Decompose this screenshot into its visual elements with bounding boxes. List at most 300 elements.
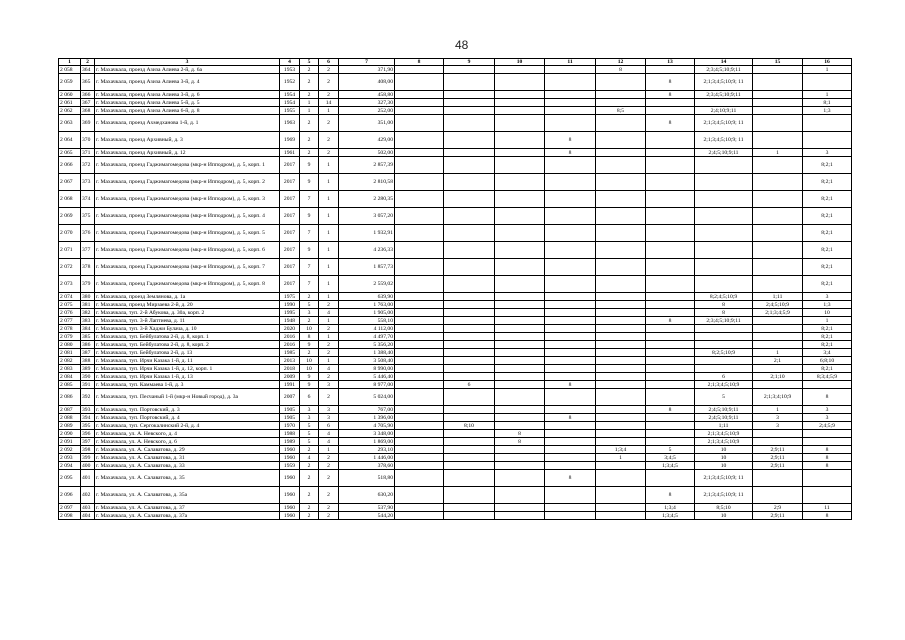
table-row: [59, 373, 852, 381]
table-cell: 368: [81, 107, 95, 115]
table-row: [59, 99, 852, 107]
table-cell: 4 705,90: [339, 422, 395, 430]
table-cell: 1: [319, 333, 339, 341]
table-row: [59, 438, 852, 446]
table-cell: 2 072: [59, 259, 81, 276]
table-cell: [444, 301, 495, 309]
table-cell: [444, 512, 495, 520]
table-cell: [753, 341, 803, 349]
table-cell: [495, 66, 545, 74]
table-cell: [395, 74, 444, 91]
table-cell: 1948: [280, 317, 300, 325]
address-cell: г. Махачкала, туп. Каммаева 1-й, д. 3: [95, 381, 280, 389]
table-cell: 2: [319, 149, 339, 157]
address-cell: г. Махачкала, ул. А. Салаватова, д. 37а: [95, 512, 280, 520]
table-cell: 1: [753, 349, 803, 357]
table-row: [59, 225, 852, 242]
table-cell: 11: [803, 504, 852, 512]
table-cell: [545, 487, 596, 504]
table-cell: [545, 365, 596, 373]
table-cell: [596, 174, 646, 191]
table-cell: 1: [803, 66, 852, 74]
table-cell: [395, 115, 444, 132]
table-row: [59, 317, 852, 325]
table-row: [59, 157, 852, 174]
table-cell: [444, 174, 495, 191]
table-cell: 382: [81, 309, 95, 317]
table-cell: [753, 225, 803, 242]
table-cell: 2: [300, 512, 319, 520]
table-cell: 518,80: [339, 470, 395, 487]
table-cell: 2: [319, 454, 339, 462]
table-cell: [753, 66, 803, 74]
table-cell: 380: [81, 293, 95, 301]
table-cell: 390: [81, 373, 95, 381]
table-cell: [395, 406, 444, 414]
table-cell: 2 082: [59, 357, 81, 365]
table-cell: [596, 317, 646, 325]
table-cell: [444, 504, 495, 512]
table-cell: 387: [81, 349, 95, 357]
table-cell: 2 093: [59, 454, 81, 462]
table-cell: [596, 99, 646, 107]
table-cell: [444, 438, 495, 446]
table-cell: [395, 157, 444, 174]
table-cell: 2;1;3;4;5;10;9: [695, 438, 753, 446]
table-cell: 2: [319, 66, 339, 74]
table-cell: [395, 293, 444, 301]
table-cell: [495, 414, 545, 422]
table-row: [59, 174, 852, 191]
column-header: 10: [495, 59, 545, 66]
table-cell: 2: [319, 301, 339, 309]
table-cell: 2: [319, 74, 339, 91]
table-cell: [444, 430, 495, 438]
table-cell: 402: [81, 487, 95, 504]
table-cell: [695, 242, 753, 259]
table-cell: 8 990,00: [339, 365, 395, 373]
table-cell: 3;4;5: [646, 454, 695, 462]
table-cell: 1959: [280, 462, 300, 470]
address-cell: г. Махачкала, ул. А. Невского, д. 6: [95, 438, 280, 446]
address-cell: г. Махачкала, проезд Азиза Алиева 6-й, д. 8: [95, 107, 280, 115]
table-cell: 9: [300, 174, 319, 191]
table-cell: [495, 309, 545, 317]
table-cell: 364: [81, 66, 95, 74]
address-cell: г. Махачкала, проезд Гаджимагомедова (мкр-н Ипподром), д. 5, корп. 5: [95, 225, 280, 242]
table-cell: [753, 132, 803, 149]
table-cell: [495, 349, 545, 357]
table-cell: 384: [81, 325, 95, 333]
table-cell: 2: [319, 470, 339, 487]
table-cell: 10: [695, 462, 753, 470]
table-cell: [495, 107, 545, 115]
table-cell: 1 446,00: [339, 454, 395, 462]
table-cell: [646, 301, 695, 309]
table-cell: [753, 242, 803, 259]
table-row: [59, 512, 852, 520]
table-cell: 8;2;1: [803, 191, 852, 208]
table-cell: [495, 115, 545, 132]
table-cell: [495, 341, 545, 349]
table-cell: [545, 309, 596, 317]
table-cell: [444, 149, 495, 157]
table-cell: [753, 259, 803, 276]
table-cell: [646, 66, 695, 74]
table-cell: 6: [300, 389, 319, 406]
table-cell: [695, 276, 753, 293]
table-cell: 1969: [280, 132, 300, 149]
table-cell: [444, 333, 495, 341]
table-cell: [545, 462, 596, 470]
table-cell: [395, 225, 444, 242]
table-cell: 385: [81, 333, 95, 341]
table-cell: 2: [319, 91, 339, 99]
table-cell: 2 083: [59, 365, 81, 373]
table-cell: 1991: [280, 381, 300, 389]
table-row: [59, 107, 852, 115]
table-cell: [545, 99, 596, 107]
table-cell: [395, 422, 444, 430]
address-cell: г. Махачкала, ул. А. Салаватова, д. 29: [95, 446, 280, 454]
table-cell: 400: [81, 462, 95, 470]
table-cell: 2;1;3;4;5;10;9: [695, 381, 753, 389]
table-cell: [646, 191, 695, 208]
table-cell: [646, 470, 695, 487]
table-cell: 6: [695, 373, 753, 381]
table-cell: [545, 341, 596, 349]
table-cell: 2;1;3;4;5;9: [753, 309, 803, 317]
table-cell: 1 388,40: [339, 349, 395, 357]
table-cell: 2: [300, 504, 319, 512]
table-cell: 2: [300, 91, 319, 99]
table-cell: 373: [81, 174, 95, 191]
table-cell: [495, 406, 545, 414]
table-cell: 401: [81, 470, 95, 487]
table-cell: [753, 438, 803, 446]
table-cell: [646, 389, 695, 406]
table-cell: 1955: [280, 107, 300, 115]
table-cell: 8;2;1: [803, 333, 852, 341]
table-cell: 367: [81, 99, 95, 107]
table-cell: 1 932,91: [339, 225, 395, 242]
table-cell: 1: [319, 317, 339, 325]
table-cell: 8;2;1: [803, 242, 852, 259]
table-cell: [495, 365, 545, 373]
table-cell: [444, 341, 495, 349]
table-cell: [395, 191, 444, 208]
table-cell: 408,00: [339, 74, 395, 91]
table-cell: [753, 381, 803, 389]
table-cell: [444, 357, 495, 365]
table-cell: 502,00: [339, 149, 395, 157]
table-cell: 1: [596, 454, 646, 462]
table-row: [59, 446, 852, 454]
table-cell: 8: [695, 301, 753, 309]
table-cell: 2 559,02: [339, 276, 395, 293]
table-row: [59, 430, 852, 438]
table-cell: 7: [300, 276, 319, 293]
table-cell: [596, 430, 646, 438]
table-cell: 2017: [280, 242, 300, 259]
table-row: [59, 349, 852, 357]
table-cell: [395, 462, 444, 470]
table-cell: [695, 341, 753, 349]
table-cell: 2;1;10: [753, 373, 803, 381]
table-cell: [395, 381, 444, 389]
table-cell: [695, 365, 753, 373]
table-cell: [753, 115, 803, 132]
column-header: 15: [753, 59, 803, 66]
table-cell: 6: [319, 422, 339, 430]
table-cell: 2 089: [59, 422, 81, 430]
address-cell: г. Махачкала, проезд Гаджимагомедова (мкр-н Ипподром), д. 5, корп. 2: [95, 174, 280, 191]
table-cell: 351,00: [339, 115, 395, 132]
table-cell: 5: [695, 389, 753, 406]
table-cell: 1: [319, 242, 339, 259]
table-cell: 1: [300, 99, 319, 107]
table-cell: [545, 225, 596, 242]
table-cell: 2 095: [59, 470, 81, 487]
table-cell: 2;3;4;5;10;9;11: [695, 91, 753, 99]
table-cell: 2 069: [59, 208, 81, 225]
address-cell: г. Махачкала, проезд Ахмедханова 1-й, д. 1: [95, 115, 280, 132]
table-cell: 1954: [280, 91, 300, 99]
table-cell: 386: [81, 341, 95, 349]
table-cell: 8: [803, 454, 852, 462]
table-cell: [753, 317, 803, 325]
table-cell: 391: [81, 381, 95, 389]
table-cell: 393: [81, 406, 95, 414]
address-cell: г. Махачкала, проезд Мирзаева 2-й, д. 20: [95, 301, 280, 309]
table-row: [59, 132, 852, 149]
table-cell: 9: [300, 157, 319, 174]
table-cell: 8;2;5;10;9: [695, 349, 753, 357]
table-cell: 372: [81, 157, 95, 174]
table-cell: [545, 333, 596, 341]
table-cell: [395, 107, 444, 115]
page-number: 48: [455, 38, 469, 52]
table-cell: 2 086: [59, 389, 81, 406]
table-row: [59, 422, 852, 430]
table-cell: [646, 325, 695, 333]
table-cell: [395, 470, 444, 487]
table-cell: 2 073: [59, 276, 81, 293]
table-cell: [444, 487, 495, 504]
table-cell: 8;2;4;5;10;9: [695, 293, 753, 301]
table-cell: 388: [81, 357, 95, 365]
address-cell: г. Махачкала, туп. 3-й Хаджи Булача, д. 10: [95, 325, 280, 333]
table-cell: 8;3;4;5;9: [803, 373, 852, 381]
table-cell: [545, 389, 596, 406]
table-cell: 2009: [280, 373, 300, 381]
table-cell: 8: [803, 512, 852, 520]
table-cell: [596, 512, 646, 520]
table-cell: 9: [300, 381, 319, 389]
table-cell: [395, 174, 444, 191]
table-cell: 398: [81, 446, 95, 454]
table-row: [59, 325, 852, 333]
table-cell: 2017: [280, 225, 300, 242]
table-cell: 1988: [280, 430, 300, 438]
table-cell: [395, 373, 444, 381]
table-cell: [646, 349, 695, 357]
column-header: 14: [695, 59, 753, 66]
table-cell: [646, 149, 695, 157]
table-cell: 4: [319, 309, 339, 317]
table-cell: 3 508,40: [339, 357, 395, 365]
table-cell: [646, 208, 695, 225]
table-row: [59, 406, 852, 414]
table-cell: 1: [319, 357, 339, 365]
table-cell: [646, 157, 695, 174]
table-cell: 1975: [280, 293, 300, 301]
table-cell: [395, 487, 444, 504]
table-cell: 4: [319, 365, 339, 373]
column-header: 4: [280, 59, 300, 66]
table-cell: [646, 242, 695, 259]
table-cell: [646, 422, 695, 430]
table-cell: 3: [300, 309, 319, 317]
table-cell: 8;10: [444, 422, 495, 430]
table-cell: [395, 132, 444, 149]
table-cell: 2;9;11: [753, 454, 803, 462]
table-cell: 1;3;4: [646, 504, 695, 512]
table-cell: [395, 149, 444, 157]
table-cell: [596, 406, 646, 414]
table-cell: 3;4: [803, 349, 852, 357]
table-cell: 8: [646, 115, 695, 132]
table-cell: 1: [319, 174, 339, 191]
table-cell: 5: [300, 301, 319, 309]
table-cell: [646, 414, 695, 422]
table-cell: 9: [300, 208, 319, 225]
table-cell: 397: [81, 438, 95, 446]
table-cell: 1;3: [803, 301, 852, 309]
table-cell: [596, 242, 646, 259]
table-cell: 3: [803, 414, 852, 422]
table-cell: [545, 208, 596, 225]
table-cell: [545, 301, 596, 309]
table-cell: 7: [300, 191, 319, 208]
table-cell: [395, 504, 444, 512]
table-cell: 3 348,00: [339, 430, 395, 438]
table-cell: 2016: [280, 333, 300, 341]
table-cell: [596, 373, 646, 381]
table-cell: 2 070: [59, 225, 81, 242]
table-cell: 5: [646, 446, 695, 454]
table-row: [59, 191, 852, 208]
table-cell: [444, 462, 495, 470]
table-cell: 1;11: [753, 293, 803, 301]
table-cell: 1963: [280, 115, 300, 132]
table-cell: 1: [319, 259, 339, 276]
table-cell: 2: [319, 349, 339, 357]
table-row: [59, 504, 852, 512]
table-cell: 293,10: [339, 446, 395, 454]
table-cell: 1;3;4;5: [646, 512, 695, 520]
table-cell: [444, 276, 495, 293]
table-cell: 1995: [280, 309, 300, 317]
table-cell: 2;4;5;10;9: [753, 301, 803, 309]
table-cell: [545, 406, 596, 414]
table-cell: [596, 132, 646, 149]
table-cell: [596, 293, 646, 301]
table-cell: 3: [319, 414, 339, 422]
table-cell: 5 446,40: [339, 373, 395, 381]
table-cell: [646, 430, 695, 438]
table-cell: [646, 99, 695, 107]
table-cell: 1 763,00: [339, 301, 395, 309]
table-cell: 9: [300, 242, 319, 259]
address-cell: г. Махачкала, проезд Азиза Алиева 3-й, д. 6: [95, 91, 280, 99]
table-cell: 2 857,39: [339, 157, 395, 174]
table-cell: 10: [300, 365, 319, 373]
table-cell: [803, 74, 852, 91]
table-cell: 1: [319, 276, 339, 293]
table-cell: [753, 430, 803, 438]
address-cell: г. Махачкала, ул. А. Салаватова, д. 37: [95, 504, 280, 512]
table-cell: [444, 74, 495, 91]
table-cell: [444, 317, 495, 325]
table-cell: [495, 191, 545, 208]
table-cell: 1;3;4: [596, 446, 646, 454]
table-cell: [495, 512, 545, 520]
table-cell: 2: [319, 487, 339, 504]
table-cell: 8;5;10: [695, 504, 753, 512]
table-cell: [495, 446, 545, 454]
table-cell: 381: [81, 301, 95, 309]
table-cell: 377: [81, 242, 95, 259]
table-cell: [596, 309, 646, 317]
table-cell: 1961: [280, 149, 300, 157]
table-cell: [495, 317, 545, 325]
table-cell: 374: [81, 191, 95, 208]
table-cell: [646, 381, 695, 389]
column-header: 8: [395, 59, 444, 66]
table-cell: [753, 191, 803, 208]
table-cell: 1970: [280, 422, 300, 430]
table-cell: 3: [753, 414, 803, 422]
table-cell: 8: [695, 309, 753, 317]
table-cell: 376: [81, 225, 95, 242]
table-cell: [596, 487, 646, 504]
table-cell: [545, 373, 596, 381]
table-row: [59, 208, 852, 225]
column-header: 2: [81, 59, 95, 66]
table-cell: 4: [319, 438, 339, 446]
table-cell: [596, 357, 646, 365]
table-cell: [596, 333, 646, 341]
table-cell: 366: [81, 91, 95, 99]
table-cell: 429,00: [339, 132, 395, 149]
table-cell: [753, 365, 803, 373]
table-cell: 2: [300, 115, 319, 132]
table-cell: [395, 208, 444, 225]
table-row: [59, 115, 852, 132]
table-cell: 2;9;11: [753, 512, 803, 520]
table-cell: [596, 422, 646, 430]
table-cell: [545, 438, 596, 446]
table-cell: [545, 512, 596, 520]
address-cell: г. Махачкала, ул. А. Салаватова, д. 35а: [95, 487, 280, 504]
table-cell: [444, 91, 495, 99]
table-row: [59, 293, 852, 301]
table-cell: 2: [300, 132, 319, 149]
table-cell: 8: [646, 91, 695, 99]
address-cell: г. Махачкала, туп. Ирчи Казака 1-й, д. 12, корп. 1: [95, 365, 280, 373]
table-cell: [444, 446, 495, 454]
